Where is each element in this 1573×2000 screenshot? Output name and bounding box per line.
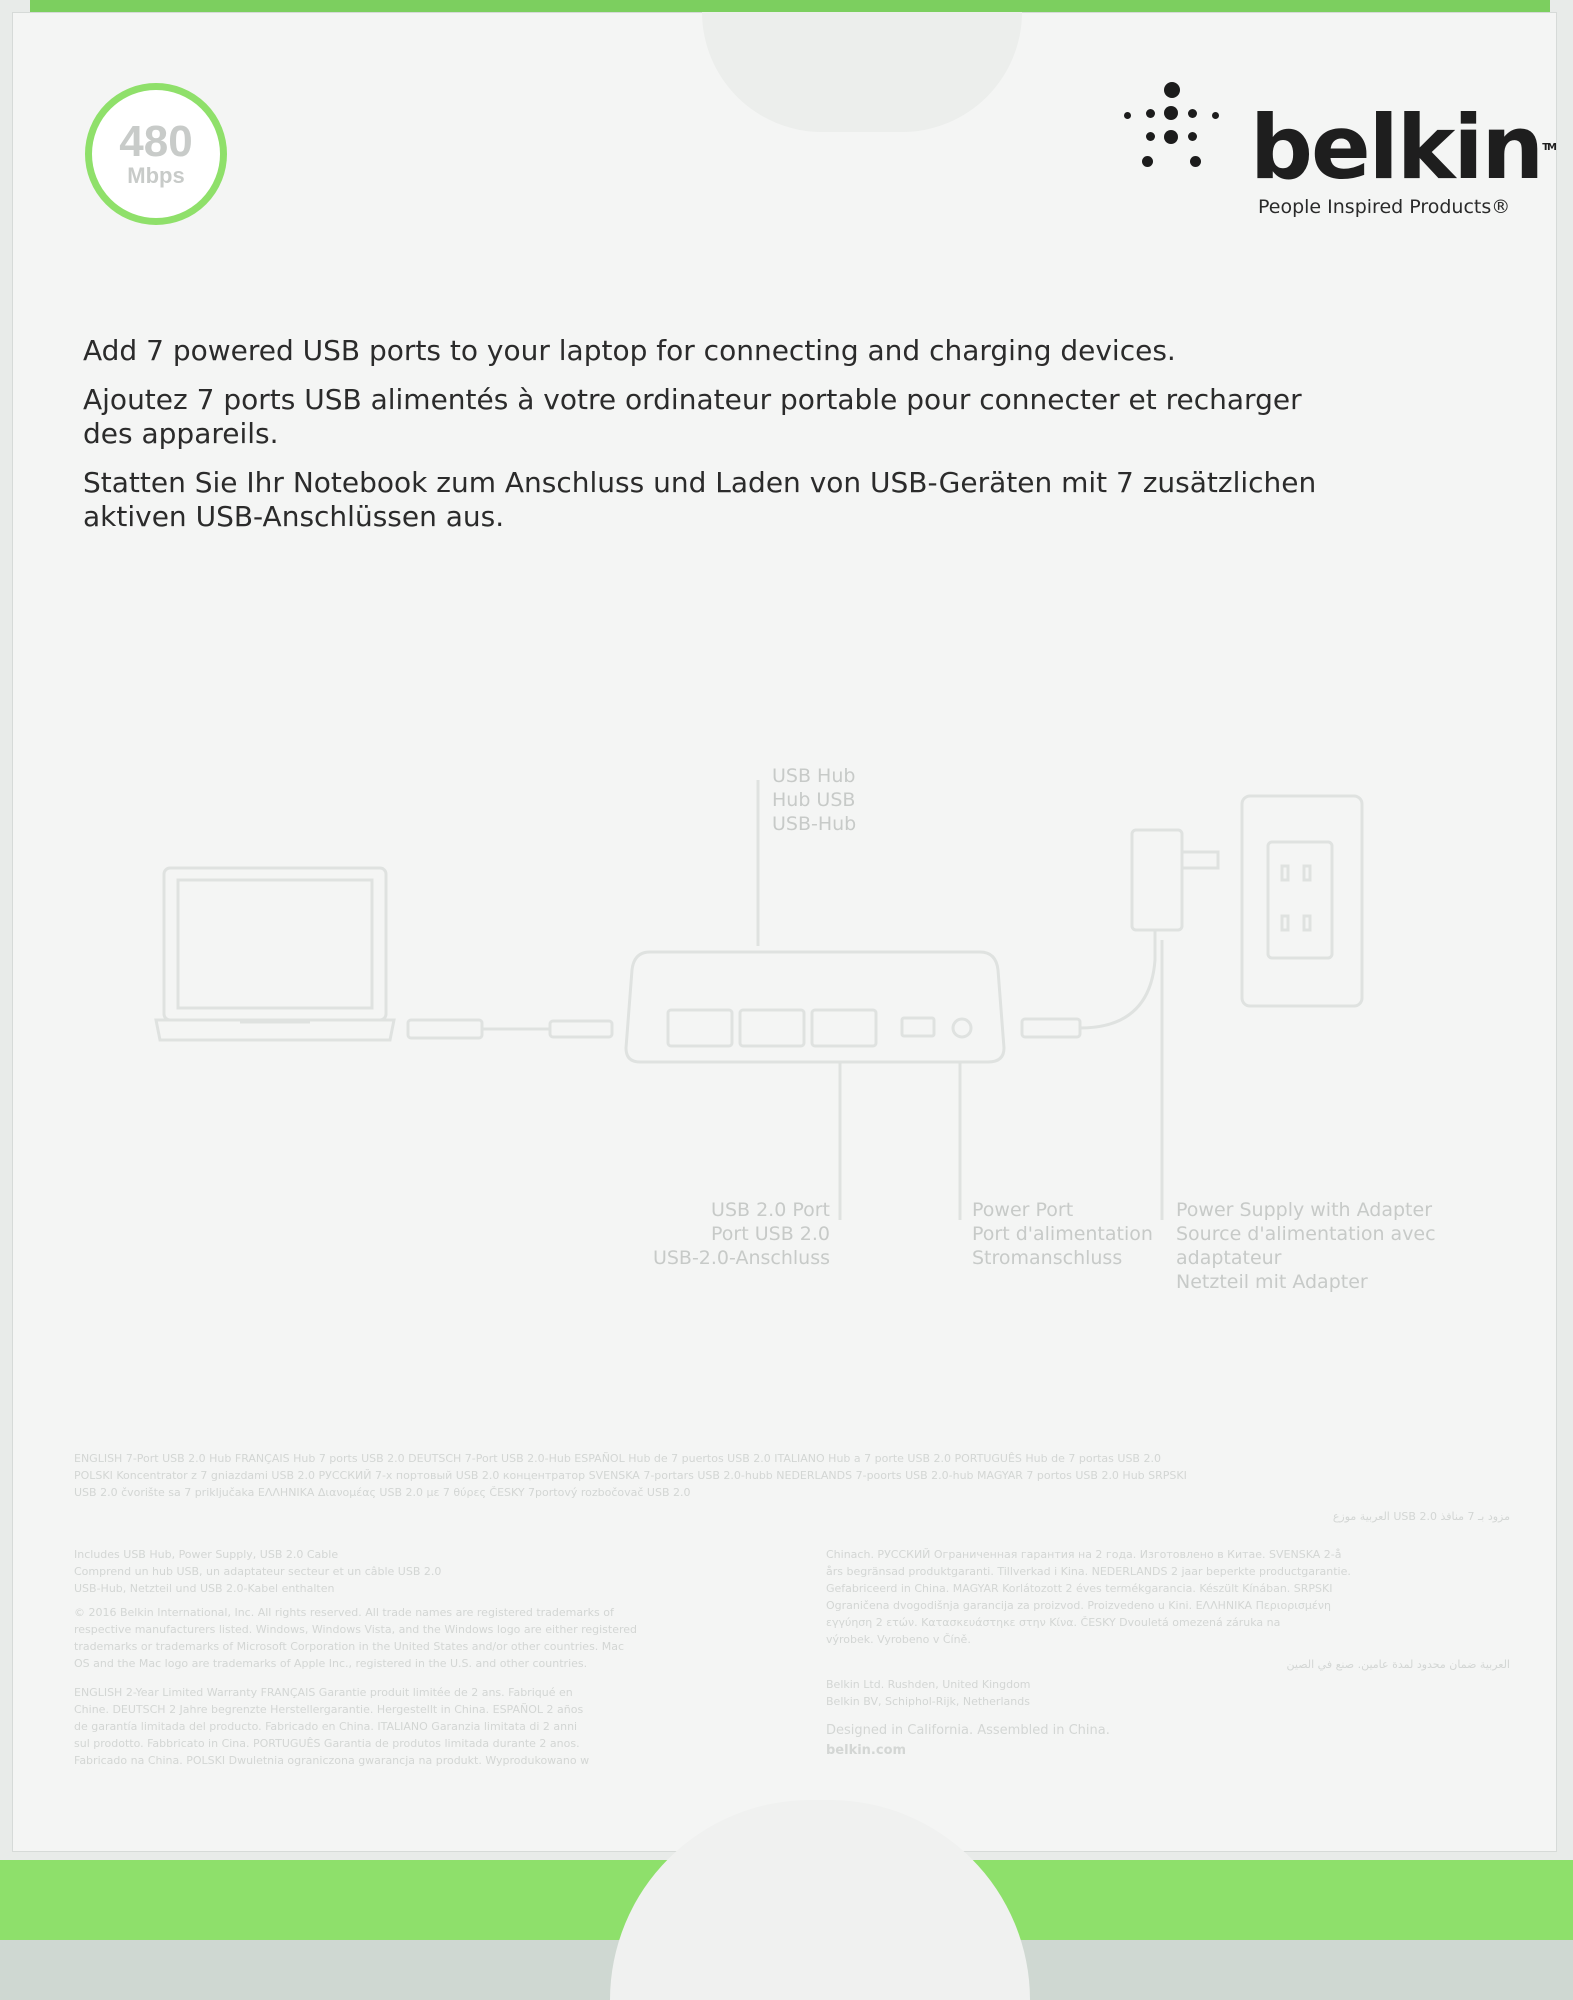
speed-badge [85,83,227,225]
connection-diagram [150,740,1450,1300]
arabic-warranty: العربية ضمان محدود لمدة عامين. صنع في الصين [1286,1658,1510,1671]
brand-name: belkinTM [1250,96,1555,199]
headline-french: Ajoutez 7 ports USB alimentés à votre ordinateur portable pour connecter et recharger des appareils. [83,383,1302,450]
warranty-text-left: ENGLISH 2-Year Limited Warranty FRANÇAIS Garantie produit limitée de 2 ans. Fabriqué en Chine. DEUTSCH 2 Jahre begrenzte Herstellergarantie. Hergestellt in China. ESPAÑOL 2 años de garantía limitada del producto. Fabricado en China. ITALIANO Garanzia limitata di 2 anni sul prodotto. Fabbricato in Cina. PORTUGUÊS Garantia de produtos limitada durante 2 anos. Fabricado na China. POLSKI Dwuletnia ograniczona gwarancja na produkt. Wyprodukowano w [74,1686,590,1767]
belkin-logo-icon [1120,82,1230,192]
usb-hub-label: USB Hub Hub USB USB-Hub [772,765,857,835]
speed-unit: Mbps [127,163,185,188]
wall-outlet-illustration [1242,796,1362,1006]
usb-plug-illustration [408,1020,482,1038]
box-flap-shadow [702,12,1022,132]
trademark-mark: TM [1542,142,1555,153]
laptop-screen-illustration [164,868,386,1020]
power-port-label: Power Port Port d'alimentation Stromanschluss [972,1199,1153,1269]
company-address: Belkin Ltd. Rushden, United Kingdom Belkin BV, Schiphol-Rijk, Netherlands [826,1678,1031,1708]
speed-value: 480 [119,117,193,166]
headline-german: Statten Sie Ihr Notebook zum Anschluss und Laden von USB-Geräten mit 7 zusätzlichen aktiven USB-Anschlüssen aus. [83,466,1317,533]
website: belkin.com [826,1743,907,1758]
assembly-origin: Designed in California. Assembled in China. [826,1723,1110,1738]
brand-tagline: People Inspired Products® [1258,196,1511,218]
language-product-names: ENGLISH 7-Port USB 2.0 Hub FRANÇAIS Hub 7 ports USB 2.0 DEUTSCH 7-Port USB 2.0-Hub ESPAÑOL Hub de 7 puertos USB 2.0 ITALIANO Hub a 7 porte USB 2.0 PORTUGUÊS Hub de 7 portas USB 2.0 POLSKI Koncentrator z 7 gniazdami USB 2.0 РУССКИЙ 7-х портовый USB 2.0 концентратор SVENSKA 7-portars USB 2.0-hubb NEDERLANDS 7-poorts USB 2.0-hub MAGYAR 7 portos USB 2.0 Hub SRPSKI USB 2.0 čvorište sa 7 priključaka ΕΛΛΗΝΙΚΑ Διανομέας USB 2.0 με 7 θύρες ČESKY 7portový rozbočovač USB 2.0 [74,1452,1187,1499]
arabic-product-name: العربية موزع USB 2.0 مزود بـ 7 منافذ [1332,1510,1510,1523]
warranty-text-right: Chinach. РУССКИЙ Ограниченная гарантия на 2 года. Изготовлено в Китае. SVENSKA 2-å års begränsad produktgaranti. Tillverkad i Kina. NEDERLANDS 2 jaar beperkte productgarantie. Gefabriceerd in China. MAGYAR Korlátozott 2 éves termékgarancia. Készült Kínában. SRPSKI Ograničena dvogodišnja garancija za proizvod. Proizvedeno u Kini. ΕΛΛΗΝΙΚΑ Περιορισμένη εγγύηση 2 ετών. Κατασκευάστηκε στην Κίνα. ČESKY Dvouletá omezená záruka na výrobek. Vyrobeno v Číně. [826,1548,1351,1646]
power-adapter-illustration [1132,830,1182,930]
copyright-notice: © 2016 Belkin International, Inc. All rights reserved. All trade names are registered trademarks of respective manufacturers listed. Windows, Windows Vista, and the Windows logo are either registered trademarks or trademarks of Microsoft Corporation in the United States and/or other countries. Mac OS and the Mac logo are trademarks of Apple Inc., registered in the U.S. and other countries. [74,1606,638,1670]
usb-port-label: USB 2.0 Port Port USB 2.0 USB-2.0-Anschluss [652,1199,830,1269]
package-contents: Includes USB Hub, Power Supply, USB 2.0 Cable Comprend un hub USB, un adaptateur secteur et un câble USB 2.0 USB-Hub, Netzteil und USB 2.0-Kabel enthalten [74,1548,442,1595]
power-supply-label: Power Supply with Adapter Source d'alimentation avec adaptateur Netzteil mit Adapter [1176,1199,1436,1293]
power-plug-illustration [1022,1019,1080,1037]
headline-english: Add 7 powered USB ports to your laptop for connecting and charging devices. [83,334,1176,367]
